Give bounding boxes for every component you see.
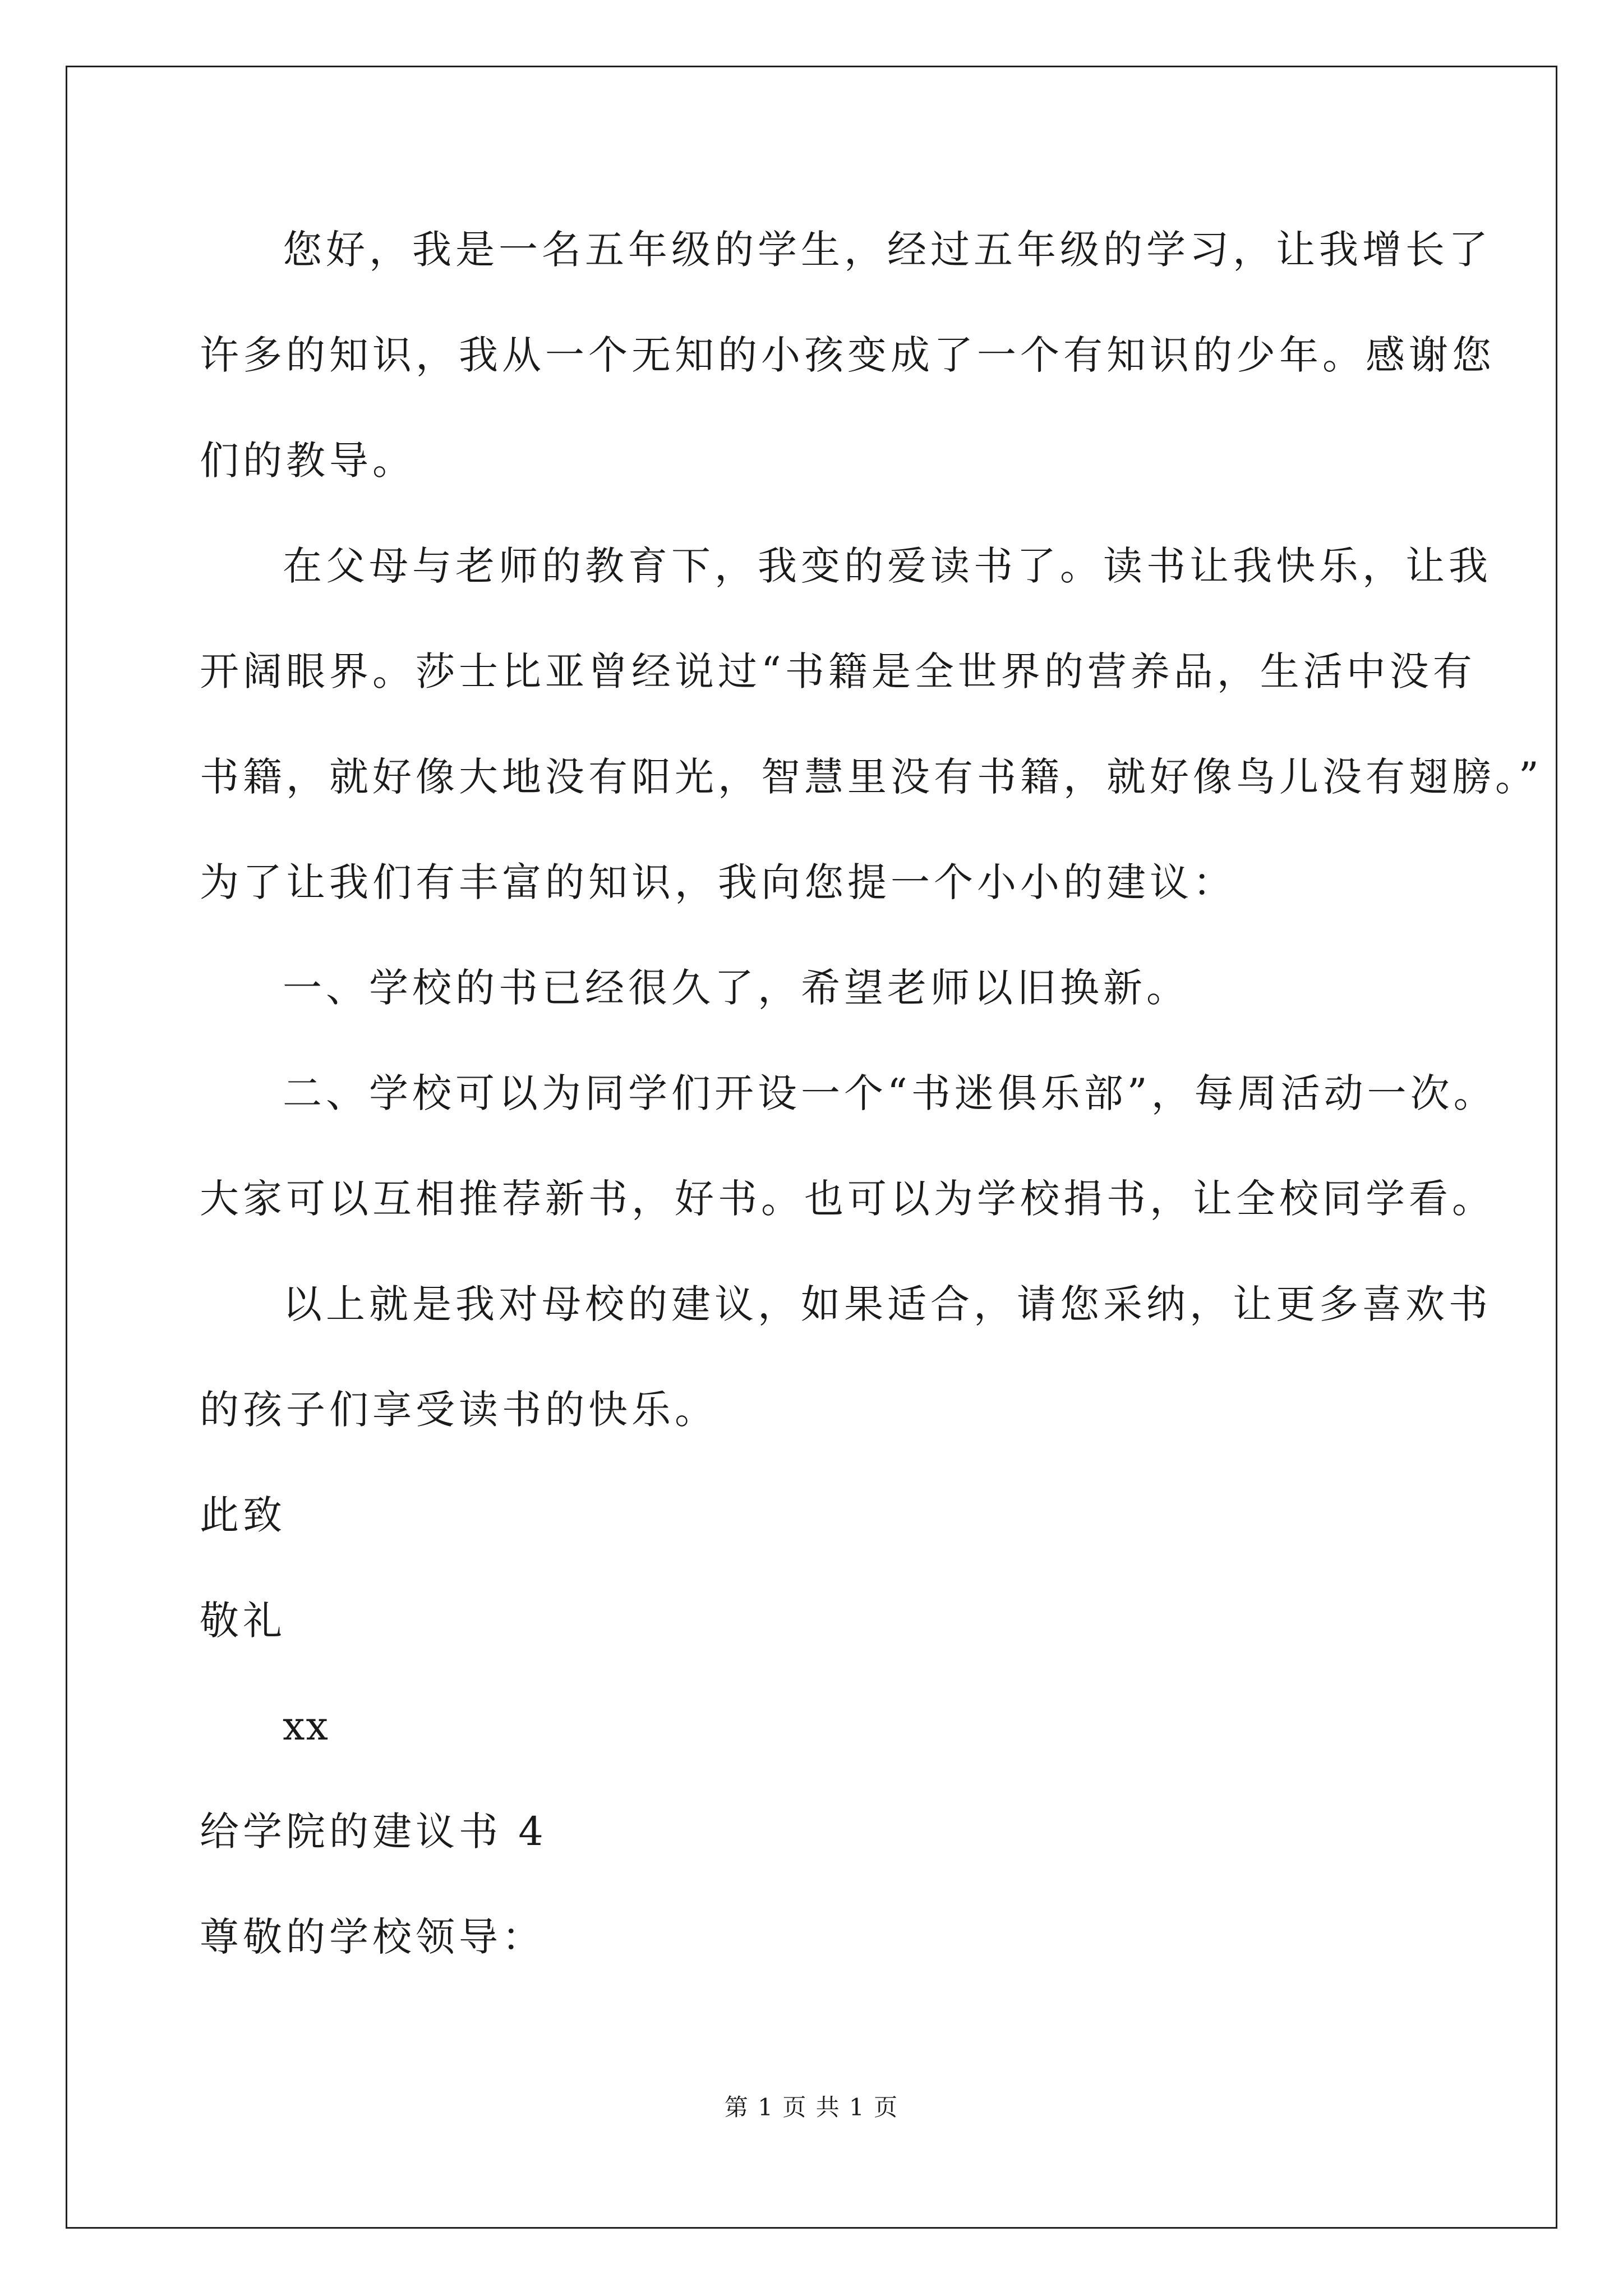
paragraph-line: 开阔眼界。莎士比亚曾经说过“书籍是全世界的营养品，生活中没有 [200, 648, 1476, 694]
paragraph-line: 为了让我们有丰富的知识，我向您提一个小小的建议： [200, 859, 1236, 905]
paragraph-line: 在父母与老师的教育下，我变的爱读书了。读书让我快乐，让我 [283, 543, 1492, 589]
paragraph-line: 书籍，就好像大地没有阳光，智慧里没有书籍，就好像鸟儿没有翅膀。” [200, 754, 1543, 800]
paragraph-line: 许多的知识，我从一个无知的小孩变成了一个有知识的少年。感谢您 [200, 332, 1495, 378]
closing-regards: 敬礼 [200, 1598, 286, 1644]
paragraph-line: 您好，我是一名五年级的学生，经过五年级的学习，让我增长了 [283, 227, 1492, 273]
page-border [66, 66, 1557, 2229]
paragraph-line: 以上就是我对母校的建议，如果适合，请您采纳，让更多喜欢书 [283, 1281, 1492, 1327]
signature: xx [283, 1703, 329, 1749]
paragraph-line: 们的教导。 [200, 438, 416, 484]
page-footer: 第 1 页 共 1 页 [724, 2093, 899, 2121]
paragraph-line: 的孩子们享受读书的快乐。 [200, 1387, 718, 1433]
paragraph-line: 二、学校可以为同学们开设一个“书迷俱乐部”，每周活动一次。 [283, 1070, 1497, 1116]
greeting-line: 尊敬的学校领导： [200, 1914, 545, 1960]
paragraph-line: 一、学校的书已经很久了，希望老师以旧换新。 [283, 965, 1189, 1011]
section-title: 给学院的建议书 4 [200, 1809, 547, 1855]
paragraph-line: 大家可以互相推荐新书，好书。也可以为学校捐书，让全校同学看。 [200, 1176, 1495, 1222]
closing-salutation: 此致 [200, 1492, 286, 1538]
